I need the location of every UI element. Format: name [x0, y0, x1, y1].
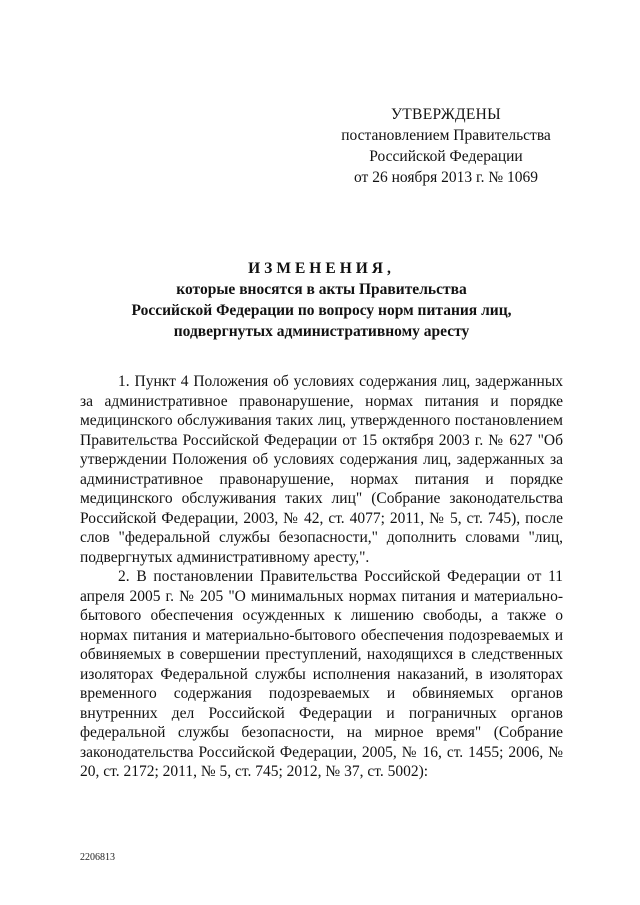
document-heading [80, 258, 563, 342]
document-subtitle-line-2: Российской Федерации по вопросу норм питания лиц, [131, 302, 512, 319]
document-id-footer: 2206813 [80, 852, 115, 863]
approval-line-resolution: постановлением Правительства [341, 127, 551, 144]
document-body [80, 372, 563, 782]
document-subtitle-line-3: подвергнутых административному аресту [173, 323, 470, 340]
paragraph-item-1: 1. Пункт 4 Положения об условиях содержания лиц, задержанных за административное правонарушение, нормах питания и порядке медицинского обслуживания таких лиц, утвержденного постановлением Правительства Российской Федерации от 15 октября 2003 г. № 627 "Об утверждении Положения об условиях содержания лиц, задержанных за административное правонарушение, нормах питания и порядке медицинского обслуживания таких лиц" (Собрание законодательства Российской Федерации, 2003, № 42, ст. 4077; 2011, № 5, ст. 745), после слов "федеральной службы безопасности," дополнить словами "лиц, подвергнутых административному аресту,". [80, 373, 563, 566]
approval-line-government: Российской Федерации [369, 148, 523, 165]
approval-heading: УТВЕРЖДЕНЫ [391, 106, 501, 123]
document-subtitle-line-1: которые вносятся в акты Правительства [176, 281, 467, 298]
document-title: ИЗМЕНЕНИЯ, [248, 260, 395, 277]
approval-line-date-number: от 26 ноября 2013 г. № 1069 [354, 169, 538, 186]
paragraph-item-2: 2. В постановлении Правительства Российской Федерации от 11 апреля 2005 г. № 205 "О минимальных нормах питания и материально-бытового обеспечения осужденных к лишению свободы, а также о нормах питания и материально-бытового обеспечения подозреваемых и обвиняемых в совершении преступлений, находящихся в следственных изоляторах Федеральной службы исполнения наказаний, в изоляторах временного содержания подозреваемых и обвиняемых органов внутренних дел Российской Федерации и пограничных органов федеральной службы безопасности, на мирное время" (Собрание законодательства Российской Федерации, 2005, № 16, ст. 1455; 2006, № 20, ст. 2172; 2011, № 5, ст. 745; 2012, № 37, ст. 5002): [80, 568, 563, 780]
approval-stamp-block [330, 104, 562, 188]
